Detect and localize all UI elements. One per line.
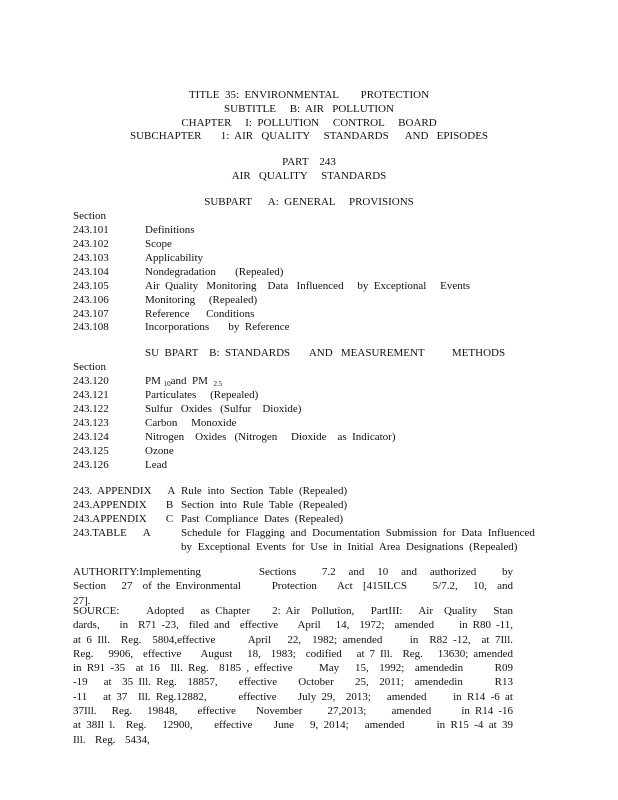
toc-row <box>73 237 553 251</box>
toc-row <box>73 279 553 293</box>
section-title: Carbon Monoxide <box>145 417 237 429</box>
authority-paragraph: AUTHORITY:Implementing Sections 7.2 and 10 and authorized by Section 27 of the Environmental Protection Act [415ILCS 5/7.2, 10, and 27]. <box>73 566 523 607</box>
toc-row <box>73 416 553 430</box>
section-title: Incorporations by Reference <box>145 321 290 333</box>
section-title: Scope <box>145 238 172 250</box>
section-number: 243.123 <box>73 417 109 429</box>
subtitle-line: SUBTITLE B: AIR POLLUTION <box>224 103 394 115</box>
toc-row <box>73 320 553 334</box>
section-title: Monitoring (Repealed) <box>145 294 258 306</box>
section-number: 243.103 <box>73 252 109 264</box>
appendix-title: Section into Rule Table (Repealed) <box>181 499 348 511</box>
section-number: 243.120 <box>73 375 109 387</box>
section-number: 243.106 <box>73 294 109 306</box>
section-number: 243.121 <box>73 389 109 401</box>
section-title: Nitrogen Oxides (Nitrogen Dioxide as Indicator) <box>145 431 396 443</box>
source-paragraph: SOURCE: Adopted as Chapter 2: Air Pollution, PartIII: Air Quality Stan dards, in R71 -23, filed and effective April 14, 1972; amended in R80 -11, at 6 Ill. Reg. 5804,effective April 22, 1982; amended in R82 -12, at 7Ill. Reg. 9906, effective August 18, 1983; codified at 7 Ill. Reg. 13630; amended in R91 -35 at 16 Ill. Reg. 8185 , effective May 15, 1992; amendedin R09 -19 at 35 Ill. Reg. 18857, effective October 25, 2011; amendedin R13 -11 at 37 Ill. Reg.12882, effective July 29, 2013; amended in R14 -6 at 37Ill. Reg. 19848, effective November 27,2013; amended in R14 -16 at 38Il l. Reg. 12900, effective June 9, 2014; amended in R15 -4 at 39 Ill. Reg. 5434, <box>73 605 537 746</box>
toc-row <box>73 223 553 237</box>
section-title: Particulates (Repealed) <box>145 389 259 401</box>
toc-row <box>73 265 553 279</box>
appendix-number: 243. APPENDIX A <box>73 485 176 497</box>
pm10-subscript: 10 <box>163 380 171 388</box>
subchapter-line: SUBCHAPTER 1: AIR QUALITY STANDARDS AND EPISODES <box>129 130 489 142</box>
subpart-b-heading-row <box>73 346 553 360</box>
section-number: 243.101 <box>73 224 109 236</box>
appendix-title: Past Compliance Dates (Repealed) <box>181 513 344 525</box>
toc-row <box>73 388 553 402</box>
toc-row <box>73 458 553 472</box>
subpart-b-heading: SU BPART B: STANDARDS AND MEASUREMENT METHODS <box>145 347 506 359</box>
section-number: 243.107 <box>73 308 109 320</box>
toc-row <box>73 307 553 321</box>
section-title: Air Quality Monitoring Data Influenced by Exceptional Events <box>145 280 471 292</box>
appendix-title: Rule into Section Table (Repealed) <box>181 485 348 497</box>
pm-and-label: and PM <box>170 375 208 387</box>
toc-row <box>73 402 553 416</box>
section-number: 243.105 <box>73 280 109 292</box>
toc-row <box>73 444 553 458</box>
toc-row <box>73 251 553 265</box>
pm25-subscript: 2.5 <box>213 380 223 388</box>
section-title: Nondegradation (Repealed) <box>145 266 284 278</box>
subpart-a-heading: SUBPART A: GENERAL PROVISIONS <box>204 196 414 208</box>
section-number: 243.125 <box>73 445 109 457</box>
section-title: Sulfur Oxides (Sulfur Dioxide) <box>145 403 302 415</box>
section-title: Applicability <box>145 252 204 264</box>
chapter-line: CHAPTER I: POLLUTION CONTROL BOARD <box>181 117 437 129</box>
part-line: PART 243 <box>282 156 336 168</box>
section-label-b: Section <box>73 361 106 373</box>
section-number: 243.122 <box>73 403 109 415</box>
toc-row <box>73 374 553 388</box>
part-title-line: AIR QUALITY STANDARDS <box>231 170 387 182</box>
appendix-number: 243.APPENDIX C <box>73 513 174 525</box>
toc-row <box>73 293 553 307</box>
section-title: Lead <box>145 459 167 471</box>
appendix-number: 243.APPENDIX B <box>73 499 174 511</box>
section-number: 243.108 <box>73 321 109 333</box>
section-label-a: Section <box>73 210 106 222</box>
section-number: 243.104 <box>73 266 109 278</box>
section-title: Ozone <box>145 445 174 457</box>
toc-row <box>73 430 553 444</box>
section-number: 243.102 <box>73 238 109 250</box>
section-title: Definitions <box>145 224 195 236</box>
section-number: 243.124 <box>73 431 109 443</box>
pm-label: PM <box>145 375 161 387</box>
section-number: 243.126 <box>73 459 109 471</box>
appendix-number: 243.TABLE A <box>73 527 151 539</box>
section-title: Reference Conditions <box>145 308 255 320</box>
appendix-title: Schedule for Flagging and Documentation Submission for Data Influenced by Exceptional Events for Use in Initial Area Designations (Repealed) <box>181 527 535 553</box>
title-line: TITLE 35: ENVIRONMENTAL PROTECTION <box>188 89 430 101</box>
